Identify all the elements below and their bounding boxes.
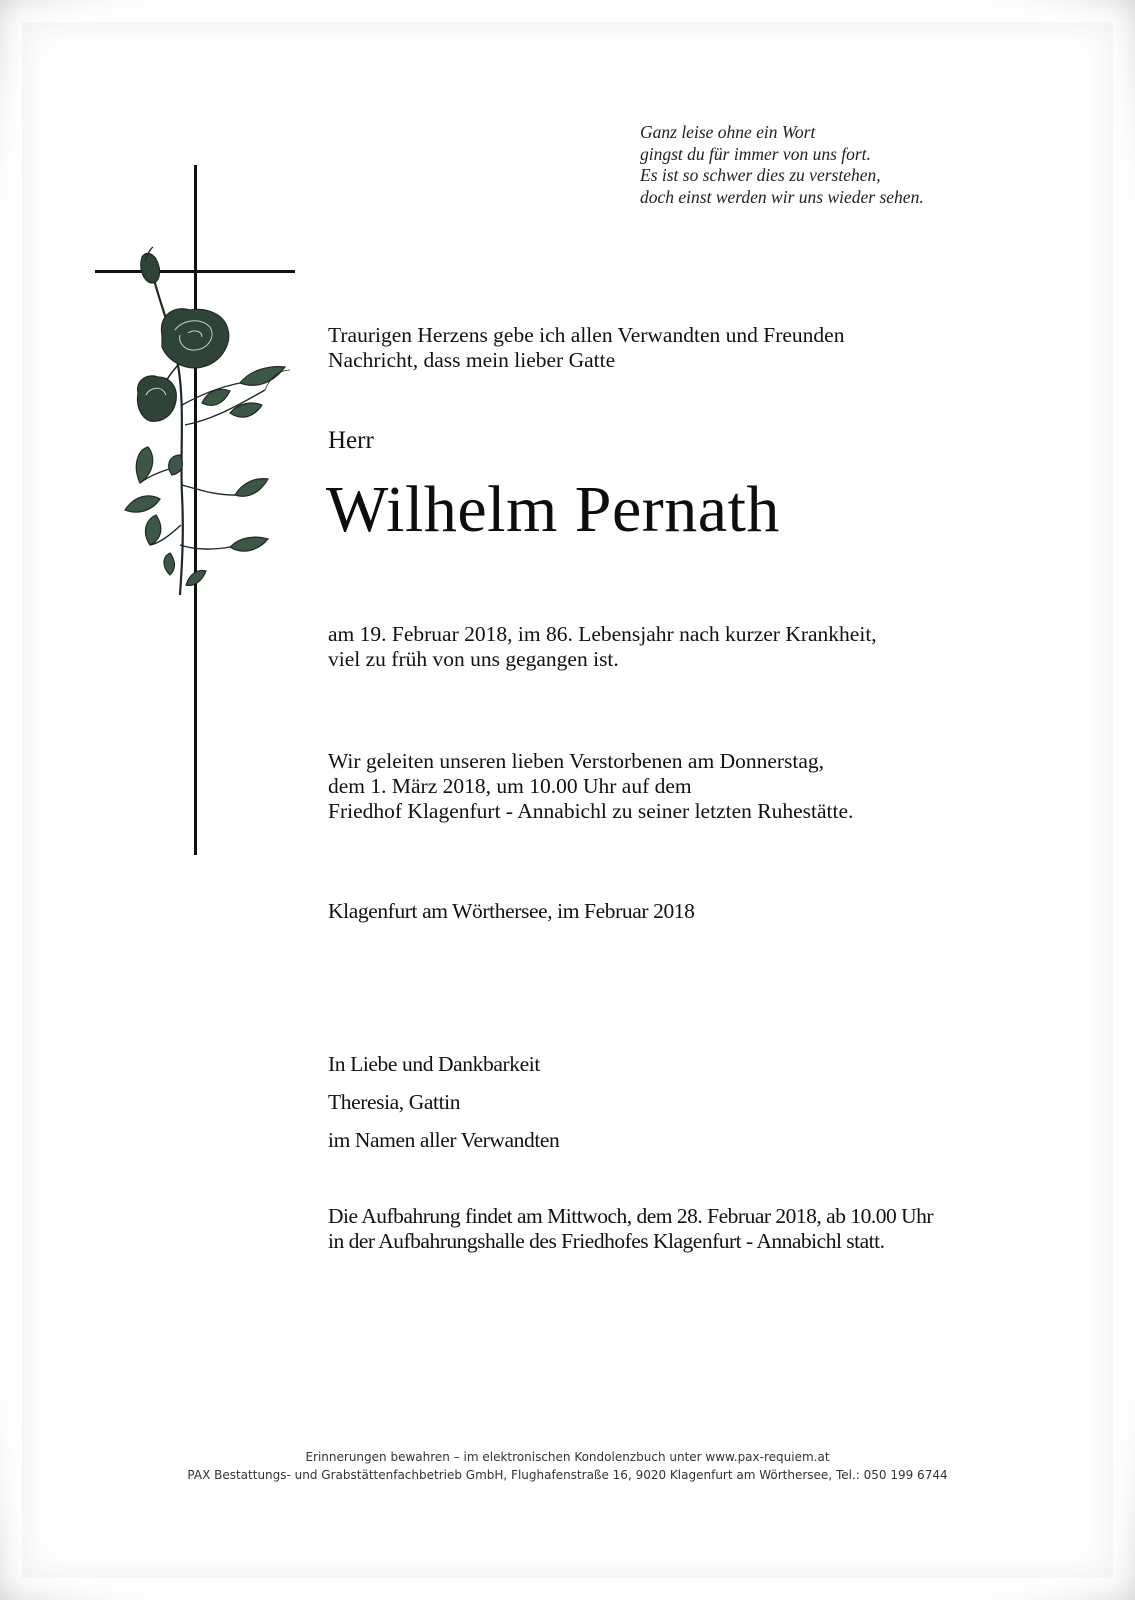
signature-closing: In Liebe und Dankbarkeit [328,1052,540,1076]
poem-line: doch einst werden wir uns wieder sehen. [640,186,924,207]
footer-company-address: PAX Bestattungs- und Grabstättenfachbetrieb GmbH, Flughafenstraße 16, 9020 Klagenfurt am Wörthersee, Tel.: 050 199 6744 [187,1468,948,1482]
death-notice-line: am 19. Februar 2018, im 86. Lebensjahr nach kurzer Krankheit, [328,622,877,646]
viewing-line: in der Aufbahrungshalle des Friedhofes Klagenfurt - Annabichl statt. [328,1229,885,1253]
death-notice [328,622,877,672]
intro-paragraph [328,323,844,373]
poem-line: Es ist so schwer dies zu verstehen, [640,165,881,185]
funeral-line: Friedhof Klagenfurt - Annabichl zu seiner letzten Ruhestätte. [328,799,854,823]
funeral-line: Wir geleiten unseren lieben Verstorbenen am Donnerstag, [328,749,825,773]
signature-mourner: Theresia, Gattin [328,1090,461,1114]
footer-condolence-book: Erinnerungen bewahren – im elektronischen Kondolenzbuch unter www.pax-requiem.at [305,1450,830,1464]
death-notice-line: viel zu früh von uns gegangen ist. [328,647,619,671]
funeral-line: dem 1. März 2018, um 10.00 Uhr auf dem [328,774,692,798]
signature-on-behalf: im Namen aller Verwandten [328,1128,560,1152]
intro-line: Nachricht, dass mein lieber Gatte [328,348,616,372]
viewing-line: Die Aufbahrung findet am Mittwoch, dem 28. Februar 2018, ab 10.00 Uhr [328,1204,933,1228]
rose-icon [125,247,290,595]
memorial-poem [640,122,924,208]
funeral-details [328,749,853,824]
poem-line: gingst du für immer von uns fort. [640,143,871,164]
intro-line: Traurigen Herzens gebe ich allen Verwandten und Freunden [328,323,845,347]
cross-horizontal-beam [95,270,295,273]
salutation: Herr [328,427,374,454]
poem-line: Ganz leise ohne ein Wort [640,122,816,142]
cross-with-rose-icon [90,165,300,855]
viewing-notice [328,1204,933,1254]
cross-vertical-beam [194,165,197,855]
deceased-name: Wilhelm Pernath [326,473,780,546]
place-and-date: Klagenfurt am Wörthersee, im Februar 2018 [328,899,695,923]
